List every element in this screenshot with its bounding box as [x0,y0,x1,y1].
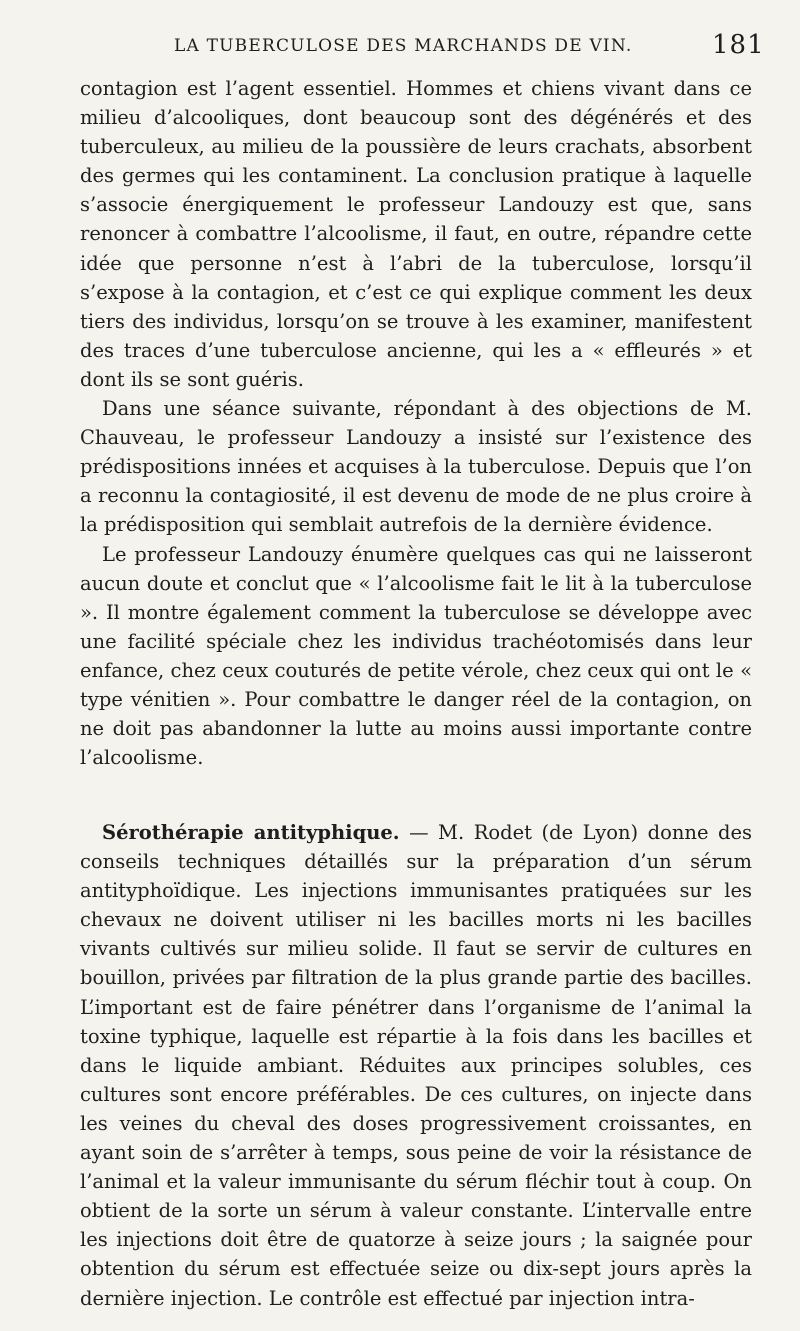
paragraph-predispositions: Dans une séance suivante, répondant à des objections de M. Chauveau, le professeur Landouzy a insisté sur l’existence des prédispositions innées et acquises à la tuberculose. Depuis que l’on a reconnu la contagiosité, il est devenu de mode de ne plus croire à la prédisposition qui semblait autrefois de la dernière évidence. [80,397,752,537]
page-number: 181 [712,30,765,60]
page-header [0,30,800,66]
paragraph-alcoolisme: Le professeur Landouzy énumère quelques cas qui ne laisseront aucun doute et conclut que « l’alcoolisme fait le lit à la tuberculose ». Il montre également comment la tuberculose se développe avec une facilité spéciale chez les individus trachéotomisés dans leur enfance, chez ceux couturés de petite vérole, chez ceux qui ont le « type vénitien ». Pour combattre le danger réel de la contagion, on ne doit pas abandonner la lutte au moins aussi importante contre l’alcoolisme. [80,542,752,770]
paragraph-contagion: contagion est l’agent essentiel. Hommes et chiens vivant dans ce milieu d’alcooliques, dont beaucoup sont des dégénérés et des tuberculeux, au milieu de la poussière de leurs crachats, absorbent des germes qui les contaminent. La conclusion pratique à laquelle s’associe énergiquement le professeur Landouzy est que, sans renoncer à combattre l’alcoolisme, il faut, en outre, répandre cette idée que personne n’est à l’abri de la tuberculose, lorsqu’il s’expose à la contagion, et c’est ce qui explique comment les deux tiers des individus, lorsqu’on se trouve à les examiner, manifestent des traces d’une tuberculose ancienne, qui les a « effleurés » et dont ils se sont guéris. [80,77,752,391]
running-title: LA TUBERCULOSE DES MARCHANDS DE VIN. [174,36,633,56]
section-title-serotherapie: Sérothérapie antityphique. [102,821,400,844]
text-block-serotherapie [80,818,752,1313]
paragraph-serotherapie [80,818,752,1313]
text-block-tuberculose [80,74,752,772]
section-body-serotherapie: — M. Rodet (de Lyon) donne des conseils techniques détaillés sur la préparation d’un sérum antityphoïdique. Les injections immunisantes pratiquées sur les chevaux ne doivent utiliser ni les bacilles morts ni les bacilles vivants cultivés sur milieu solide. Il faut se servir de cultures en bouillon, privées par filtration de la plus grande partie des bacilles. L’important est de faire pénétrer dans l’organisme de l’animal la toxine typhique, laquelle est répartie à la fois dans les bacilles et dans le liquide ambiant. Réduites aux principes solubles, ces cultures sont encore préférables. De ces cultures, on injecte dans les veines du cheval des doses progressivement croissantes, en ayant soin de s’arrêter à temps, sous peine de voir la résistance de l’animal et la valeur immunisante du sérum fléchir tout à coup. On obtient de la sorte un sérum à valeur constante. L’intervalle entre les injections doit être de quatorze à seize jours ; la saignée pour obtention du sérum est effectuée seize ou dix-sept jours après la dernière injection. Le contrôle est effectué par injection intra- [80,821,752,1310]
